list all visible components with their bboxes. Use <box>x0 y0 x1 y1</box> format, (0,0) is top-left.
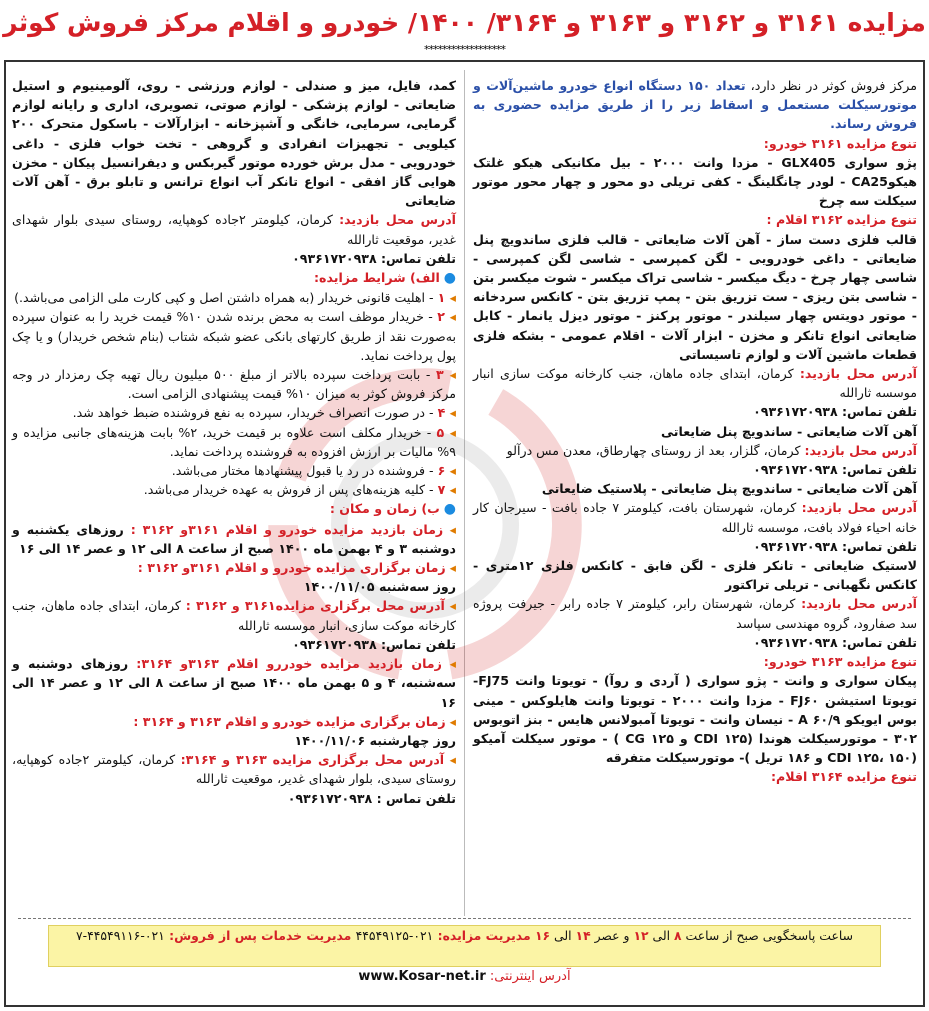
hold-place-1 <box>12 596 456 634</box>
auction-3161-heading: تنوع مزایده ۳۱۶۱ خودرو: <box>763 135 917 151</box>
auction-3164-heading: تنوع مزایده ۳۱۶۴ اقلام: <box>770 769 917 785</box>
auction-3163-heading: تنوع مزایده ۳۱۶۳ خودرو: <box>763 654 917 670</box>
hold-place-2 <box>12 750 456 788</box>
visit-time-1-label: زمان بازدید مزایده خودرو و اقلام ۳۱۶۱و ۳۱۶۲ : <box>130 521 444 537</box>
contact-hours-box <box>48 925 881 967</box>
conditions-heading <box>12 268 456 288</box>
visit-address-label: آدرس محل بازدید: <box>801 596 917 612</box>
arrow-bullet-icon: ◂ <box>445 463 456 479</box>
bullet-dot-icon: ● <box>443 501 456 518</box>
bullet-dot-icon: ● <box>443 270 456 287</box>
visit-address-label: آدرس محل بازدید: <box>801 500 917 516</box>
condition-number: ۴ <box>437 405 446 421</box>
item-group-4: لاستیک ضایعاتی - تانکر فلزی - لگن فابق - کانکس فلزی ۱۲متری - کانکس نگهبانی - تریلی تراکتور <box>473 558 917 593</box>
conditions-heading-text: الف) شرایط مزایده: <box>314 270 440 286</box>
web-line <box>18 969 911 984</box>
visit-address-3 <box>473 498 917 536</box>
after-sales-phone: ۰۲۱-۴۴۵۴۹۱۱۶-۷ <box>75 928 165 943</box>
hold-time-2-text: روز چهارشنبه ۱۴۰۰/۱۱/۰۶ <box>294 732 456 748</box>
visit-time-2 <box>12 654 456 712</box>
condition-text: - اهلیت قانونی خریدار (به همراه داشتن اصل و کپی کارت ملی الزامی می‌باشد.) <box>14 290 438 306</box>
condition-text: - کلیه هزینه‌های پس از فروش به عهده خریدار می‌باشد. <box>143 482 438 498</box>
arrow-bullet-icon: ◂ <box>445 405 456 421</box>
stars-decoration: ****************** <box>424 43 505 56</box>
phone-b2: تلفن تماس : ۰۹۳۶۱۷۲۰۹۳۸ <box>287 790 456 806</box>
condition-number: ۷ <box>437 482 446 498</box>
auction-mgmt-label: مدیریت مزایده: <box>433 928 535 943</box>
auction-3162-items: قالب فلزی دست ساز - آهن آلات ضایعاتی - قالب فلزی ساندویچ پنل ضایعاتی - داغی خودرویی - لگن کمپرسی - شاسی لگن کمپرسی - شاسی چهار چرخ - دیگ میکسر - شاسی تراک میکسر - شوت میکسر بتن - شاسی بتن ریزی - ست تزریق بتن - پمپ تزریق بتن - کانکس سردخانه - موتور دویتس چهار سیلندر - موتور پرکنز - موتور دیزل یانمار - کابل ضایعاتی انواع تانکر و مخزن - ابزار آلات - اقلام عمومی - بشکه فلزی قطعات ماشین آلات و لوازم تاسیساتی <box>473 231 917 362</box>
visit-time-2-label: زمان بازدید مزایده خودررو اقلام ۳۱۶۳و ۳۱۶۴: <box>136 656 442 672</box>
web-label: آدرس اینترنتی: <box>485 969 571 984</box>
column-divider <box>464 70 465 916</box>
arrow-bullet-icon: ◂ <box>444 309 457 325</box>
condition-item <box>12 288 456 307</box>
auction-mgmt-phone: ۰۲۱-۴۴۵۴۹۱۲۵ <box>355 928 434 943</box>
visit-time-1 <box>12 520 456 558</box>
visit-address-4 <box>473 594 917 632</box>
to-2: الی <box>550 928 576 943</box>
condition-number: ۶ <box>437 463 446 479</box>
auction-3164-items: کمد، فایل، میز و صندلی - لوازم ورزشی - روی، آلومینیوم و استیل ضایعاتی - لوازم پزشکی - لوازم صوتی، تصویری، اداری و رایانه لوازم گرمایی، سرمایی، خانگی و آشپزخانه - ابزارآلات - باسکول متحرک ۲۰۰ کیلویی - تجهیزات انفرادی و گروهی - تخت خواب فلزی - داغی خودرویی - مدل برش خورده موتور گیربکس و دیفرانسیل پیکان - مخزن هوایی گاز افقی - انواع تانکر آب انواع ترانس و تابلو برق - آهن آلات ضایعاتی <box>12 78 456 209</box>
intro-paragraph <box>473 76 917 134</box>
arrow-bullet-icon: ◂ <box>449 752 456 768</box>
hour-8: ۸ <box>674 928 682 943</box>
phone-1: تلفن تماس: ۰۹۳۶۱۷۲۰۹۳۸ <box>753 404 917 420</box>
hold-time-2 <box>12 712 456 731</box>
arrow-bullet-icon: ◂ <box>449 713 456 729</box>
arrow-bullet-icon: ◂ <box>445 290 456 306</box>
hour-16: ۱۶ <box>534 928 551 943</box>
visit-address-2 <box>473 441 917 460</box>
visit-address-text: کرمان، کیلومتر ۲جاده کوهپایه، روستای سیدی بلوار شهدای غدیر، موقعیت ثارالله <box>12 212 456 247</box>
visit-address-3164 <box>12 210 456 248</box>
arrow-bullet-icon: ◂ <box>443 367 456 383</box>
condition-number: ۱ <box>437 290 446 306</box>
condition-item <box>12 307 456 365</box>
arrow-bullet-icon: ◂ <box>449 521 456 537</box>
time-place-heading-text: ب) زمان و مکان : <box>329 501 440 517</box>
hold-place-2-text: کرمان، کیلومتر ۲جاده کوهپایه، روستای سیدی، بلوار شهدای غدیر، موقعیت ثارالله <box>12 752 456 787</box>
left-column <box>12 76 456 808</box>
phone-4: تلفن تماس: ۰۹۳۶۱۷۲۰۹۳۸ <box>753 634 917 650</box>
hours-prefix: ساعت پاسخگویی صبح از ساعت <box>681 928 854 943</box>
visit-address-label: آدرس محل بازدید: <box>339 212 456 228</box>
condition-text: - در صورت انصراف خریدار، سپرده به نفع فروشنده ضبط خواهد شد. <box>72 405 438 421</box>
condition-text: - فروشنده در رد یا قبول پیشنهادها مختار می‌باشد. <box>171 463 438 479</box>
visit-address-label: آدرس محل بازدید: <box>804 442 917 458</box>
arrow-bullet-icon: ◂ <box>445 482 456 498</box>
right-column <box>473 76 917 787</box>
arrow-bullet-icon: ◂ <box>449 560 456 576</box>
condition-number: ۳ <box>436 367 444 383</box>
condition-item <box>12 423 456 461</box>
auction-3162-heading: تنوع مزایده ۳۱۶۲ اقلام : <box>766 212 917 228</box>
hold-time-1-label: زمان برگزاری مزایده خودرو و اقلام ۳۱۶۱و ۳۱۶۲ : <box>137 560 446 576</box>
hold-time-2-label: زمان برگزاری مزایده خودرو و اقلام ۳۱۶۳ و ۳۱۶۴ : <box>133 713 446 729</box>
arrow-bullet-icon: ◂ <box>449 656 456 672</box>
hold-place-1-text: کرمان، ابتدای جاده ماهان، جنب کارخانه موکت سازی، انبار موسسه ثارالله <box>12 598 456 633</box>
visit-address-1 <box>473 364 917 402</box>
hold-place-1-label: آدرس محل برگزاری مزایده۳۱۶۱ و ۳۱۶۲ : <box>185 598 445 614</box>
phone-3164: تلفن تماس: ۰۹۳۶۱۷۲۰۹۳۸ <box>292 250 456 266</box>
hold-time-1 <box>12 558 456 577</box>
conditions-list <box>12 288 456 499</box>
condition-text: - خریدار مکلف است علاوه بر قیمت خرید، ۲% بابت هزینه‌های جانبی مزایده و ۹% مالیات بر ارزش افزوده به فروشنده پرداخت نماید. <box>12 424 456 459</box>
to-1: الی <box>648 928 675 943</box>
phone-b1: تلفن تماس: ۰۹۳۶۱۷۲۰۹۳۸ <box>292 636 456 652</box>
condition-number: ۲ <box>437 309 445 325</box>
visit-address-text: کرمان، شهرستان رابر، کیلومتر ۷ جاده رابر - جیرفت پروژه سد صفارود، گروه مهندسی سپاسد <box>473 596 917 631</box>
item-group-2: آهن آلات ضایعاتی - ساندویچ پنل ضایعاتی <box>661 423 917 439</box>
condition-item <box>12 480 456 499</box>
footer <box>18 918 911 1003</box>
hold-time-1-text: روز سه‌شنبه ۱۴۰۰/۱۱/۰۵ <box>303 579 456 595</box>
condition-item <box>12 365 456 403</box>
condition-item <box>12 403 456 422</box>
visit-address-text: کرمان، ابتدای جاده ماهان، جنب کارخانه موکت سازی انبار موسسه ثارالله <box>473 366 917 401</box>
auction-3161-items: پژو سواری GLX405 - مزدا وانت ۲۰۰۰ - بیل مکانیکی هیکو غلتک هیکوCA25 - لودر چانگلینگ - کفی تریلی دو محور و چهار محور موتور سیکلت سه چرخ <box>473 154 917 209</box>
visit-time-1-text: روزهای یکشنبه و دوشنبه ۳ و ۴ بهمن ماه ۱۴۰۰ صبح از ساعت ۸ الی ۱۲ و عصر ۱۴ الی ۱۶ <box>12 521 456 556</box>
visit-time-2-text: روزهای دوشنبه و سه‌شنبه، ۴ و ۵ بهمن ماه ۱۴۰۰ صبح از ساعت ۸ الی ۱۲ و عصر ۱۴ الی ۱۶ <box>12 656 457 710</box>
intro-highlight: تعداد ۱۵۰ دستگاه انواع خودرو ماشین‌آلات و موتورسیکلت مستعمل و اسقاط زیر را از طریق مزایده حضوری به فروش رساند. <box>473 78 917 132</box>
after-sales-label: مدیریت خدمات پس از فروش: <box>164 928 356 943</box>
condition-text: - خریدار موظف است به محض برنده شدن ۱۰% قیمت خرید را به عنوان سپرده به‌صورت نقد از طریق کارتهای بانکی عضو شبکه شتاب (بنام شخص خریدار) و یا چک پول پرداخت نماید. <box>12 309 456 363</box>
item-group-3: آهن آلات ضایعاتی - ساندویچ پنل ضایعاتی - پلاستیک ضایعاتی <box>541 481 917 497</box>
auction-3163-items: پیکان سواری و وانت - پژو سواری ( آردی و روآ) - تویوتا وانت FJ75-تویوتا استیشن FJ۶۰ - مزدا وانت ۲۰۰۰ - تویوتا وانت هایلوکس - مینی بوس ایویکو A ۶۰/۹ - نیسان وانت - تویوتا آمبولانس هایس - بنز اتوبوس ۳۰۲ - موتورسیکلت هوندا (CDI ۱۲۵ و CG ۱۲۵ ) - موتور سیکلت آمیکو (CDI ۱۲۵، ۱۵۰ و ۱۸۶ تریل )- موتورسیکلت متفرقه <box>473 673 918 766</box>
evening: و عصر <box>590 928 634 943</box>
visit-address-text: کرمان، شهرستان بافت، کیلومتر ۷ جاده بافت - سیرجان کار خانه احیاء فولاد بافت، موسسه ثارالله <box>473 500 917 535</box>
hour-14: ۱۴ <box>575 928 591 943</box>
intro-lead: مرکز فروش کوثر در نظر دارد، <box>745 78 917 93</box>
phone-2: تلفن تماس: ۰۹۳۶۱۷۲۰۹۳۸ <box>753 462 917 478</box>
arrow-bullet-icon: ◂ <box>449 598 456 614</box>
condition-number: ۵ <box>436 424 445 440</box>
phone-3: تلفن تماس: ۰۹۳۶۱۷۲۰۹۳۸ <box>753 538 917 554</box>
hold-place-2-label: آدرس محل برگزاری مزایده ۳۱۶۳ و ۳۱۶۴: <box>180 752 445 768</box>
visit-address-label: آدرس محل بازدید: <box>799 366 917 382</box>
page-title: مزایده ۳۱۶۱ و ۳۱۶۲ و ۳۱۶۳ و ۳۱۶۴/ ۱۴۰۰/ خودرو و اقلام مرکز فروش کوثر <box>3 8 926 37</box>
time-place-heading <box>12 499 456 519</box>
condition-item <box>12 461 456 480</box>
arrow-bullet-icon: ◂ <box>444 424 457 440</box>
visit-address-text: کرمان، گلزار، بعد از روستای چهارطاق، معدن مس درآلو <box>506 442 805 458</box>
web-url-link[interactable]: www.Kosar-net.ir <box>358 969 486 984</box>
condition-text: - بابت پرداخت سپرده بالاتر از مبلغ ۵۰۰ میلیون ریال تهیه چک رمزدار در وجه مرکز فروش کوثر به میزان ۱۰% قیمت پیشنهادی الزامی است. <box>12 367 456 402</box>
hour-12: ۱۲ <box>633 928 649 943</box>
